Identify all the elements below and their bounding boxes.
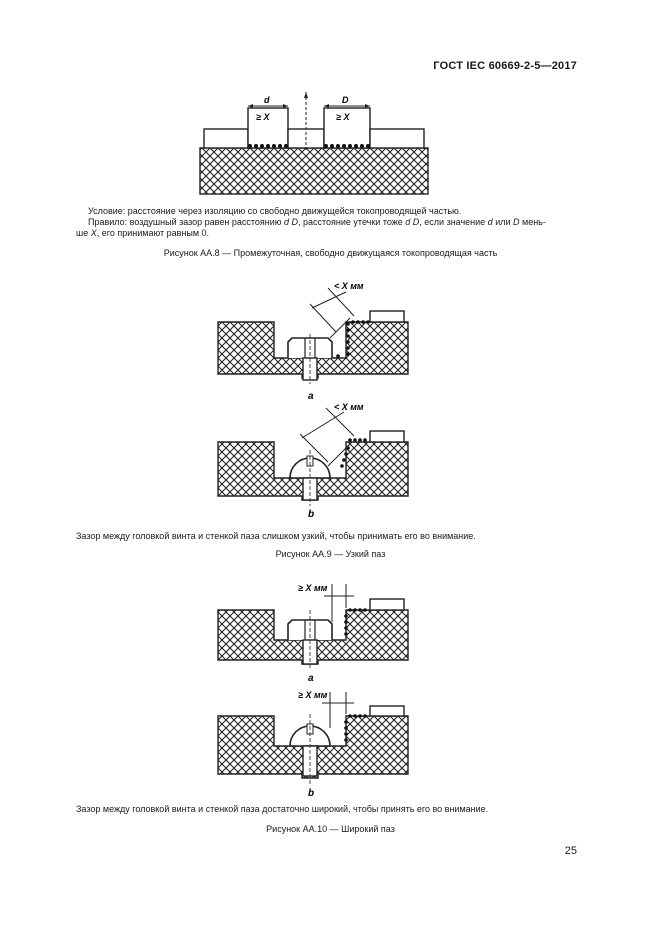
label-ge-x-b: ≥ X мм [298,690,328,700]
figure-aa10b-diagram [210,688,420,802]
wide-slot-note: Зазор между головкой винта и стенкой паза достаточно широкий, чтобы принять его во внимание. [76,804,489,814]
label-lt-x-a: < X мм [334,281,364,291]
label-d: d [264,95,270,105]
label-ge-x-left: ≥ X [256,112,270,122]
page-number: 25 [564,845,577,857]
standard-header: ГОСТ IEC 60669-2-5—2017 [433,60,577,72]
rule-text-line1: Правило: воздушный зазор равен расстоянию d D, расстояние утечки тоже d D, если значение d или D мень- [88,217,546,227]
figure-aa9a-diagram [210,278,420,402]
left-conductor [204,129,248,148]
narrow-slot-note: Зазор между головкой винта и стенкой паза слишком узкий, чтобы принимать его во внимание. [76,531,476,541]
figure-aa10a-diagram [210,580,420,688]
rule-text-line2: ше X, его принимают равным 0. [76,228,210,238]
insulation-base [200,148,428,194]
right-conductor [370,129,424,148]
caption-aa9: Рисунок АА.9 — Узкий паз [275,549,386,559]
label-ge-x-right: ≥ X [336,112,350,122]
label-ge-x-a: ≥ X мм [298,583,328,593]
sub-label-a: a [308,391,314,402]
label-lt-x-b: < X мм [334,402,364,412]
caption-aa10: Рисунок АА.10 — Широкий паз [266,824,395,834]
caption-aa8: Рисунок АА.8 — Промежуточная, свободно движущаяся токопроводящая часть [163,248,498,258]
sub-label-aa10-b: b [308,788,315,799]
figure-aa9b-diagram [210,400,420,524]
label-D: D [342,95,349,105]
figure-aa8-diagram [190,88,440,198]
sub-label-aa10-a: a [308,673,314,684]
condition-text: Условие: расстояние через изоляцию со свободно движущейся токопроводящей частью. [88,206,462,216]
sub-label-b: b [308,509,315,520]
